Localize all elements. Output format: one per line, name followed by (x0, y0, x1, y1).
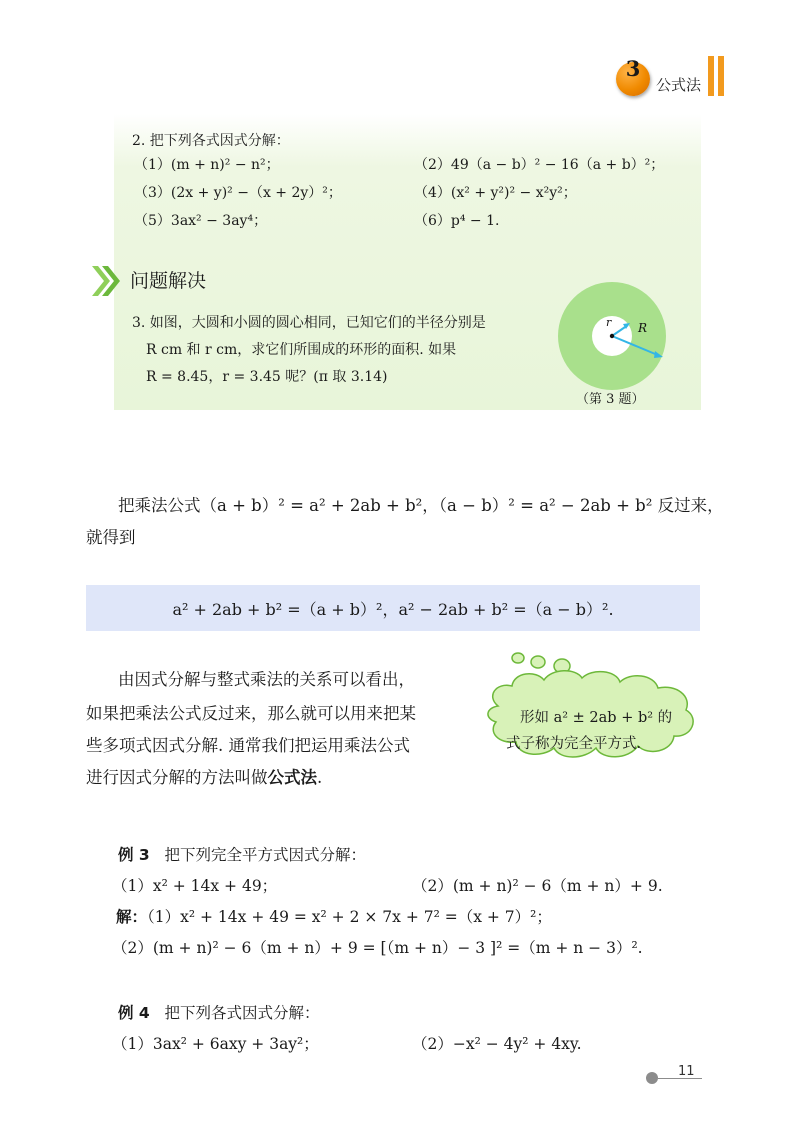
problem-line: 3. 如图，大圆和小圆的圆心相同，已知它们的半径分别是 (132, 315, 486, 331)
explanation-line: 如果把乘法公式反过来，那么就可以用来把某 (86, 704, 416, 723)
explanation-line: 些多项式因式分解. 通常我们把运用乘法公式 (86, 736, 410, 755)
example-3-heading: 例 3 把下列完全平方式因式分解： (118, 846, 366, 864)
inner-radius-label: r (606, 316, 612, 329)
key-formula: a² + 2ab + b² =（a + b）²，a² − 2ab + b² =（a − b）². (172, 600, 614, 619)
cloud-note-line: 形如 a² ± 2ab + b² 的 (520, 710, 673, 726)
exercise-item: （4）(x² + y²)² − x²y²； (414, 185, 577, 201)
example-4-item: （1）3ax² + 6axy + 3ay²； (112, 1035, 319, 1053)
exercise-item: （1）(m + n)² − n²； (134, 157, 280, 173)
figure-caption: （第 3 题） (576, 392, 645, 407)
double-chevron-icon (88, 264, 128, 298)
header-bar (718, 56, 724, 96)
exercise-2-question: 2. 把下列各式因式分解： (132, 133, 290, 149)
chapter-title: 公式法 (656, 76, 702, 94)
chapter-number: 3 (625, 56, 641, 81)
key-term: 公式法 (267, 768, 317, 787)
example-3-solution: 解：（1）x² + 14x + 49 = x² + 2 × 7x + 7² =（x + 7）²； (116, 908, 552, 926)
intro-line: 就得到 (86, 528, 136, 547)
example-4-heading: 例 4 把下列各式因式分解： (118, 1004, 320, 1022)
intro-line: 把乘法公式（a + b）² = a² + 2ab + b²，（a − b）² = a² − 2ab + b² 反过来， (118, 496, 724, 515)
page-number: 11 (678, 1064, 695, 1079)
problem-line: R = 8.45，r = 3.45 呢？(π 取 3.14) (146, 369, 388, 385)
cloud-note-line: 式子称为完全平方式. (506, 736, 642, 752)
explanation-line: 由因式分解与整式乘法的关系可以看出， (118, 670, 415, 689)
explanation-line: 进行因式分解的方法叫做公式法. (86, 768, 323, 787)
header-bar (708, 56, 714, 96)
example-3-solution: （2）(m + n)² − 6（m + n）+ 9 = [（m + n）− 3 ]² =（m + n − 3）². (112, 939, 643, 957)
example-3-item: （1）x² + 14x + 49； (112, 877, 278, 895)
annulus-figure (556, 280, 668, 392)
example-3-item: （2）(m + n)² − 6（m + n）+ 9. (412, 877, 663, 895)
section-heading: 问题解决 (130, 270, 207, 292)
exercise-item: （3）(2x + y)² −（x + 2y）²； (134, 185, 342, 201)
example-4-item: （2）−x² − 4y² + 4xy. (412, 1035, 582, 1053)
exercise-item: （6）p⁴ − 1. (414, 213, 500, 229)
exercise-item: （5）3ax² − 3ay⁴； (134, 213, 268, 229)
exercise-item: （2）49（a − b）² − 16（a + b）²； (414, 157, 665, 173)
problem-line: R cm 和 r cm，求它们所围成的环形的面积. 如果 (146, 342, 457, 358)
page-marker (646, 1072, 658, 1084)
outer-radius-label: R (638, 321, 648, 335)
